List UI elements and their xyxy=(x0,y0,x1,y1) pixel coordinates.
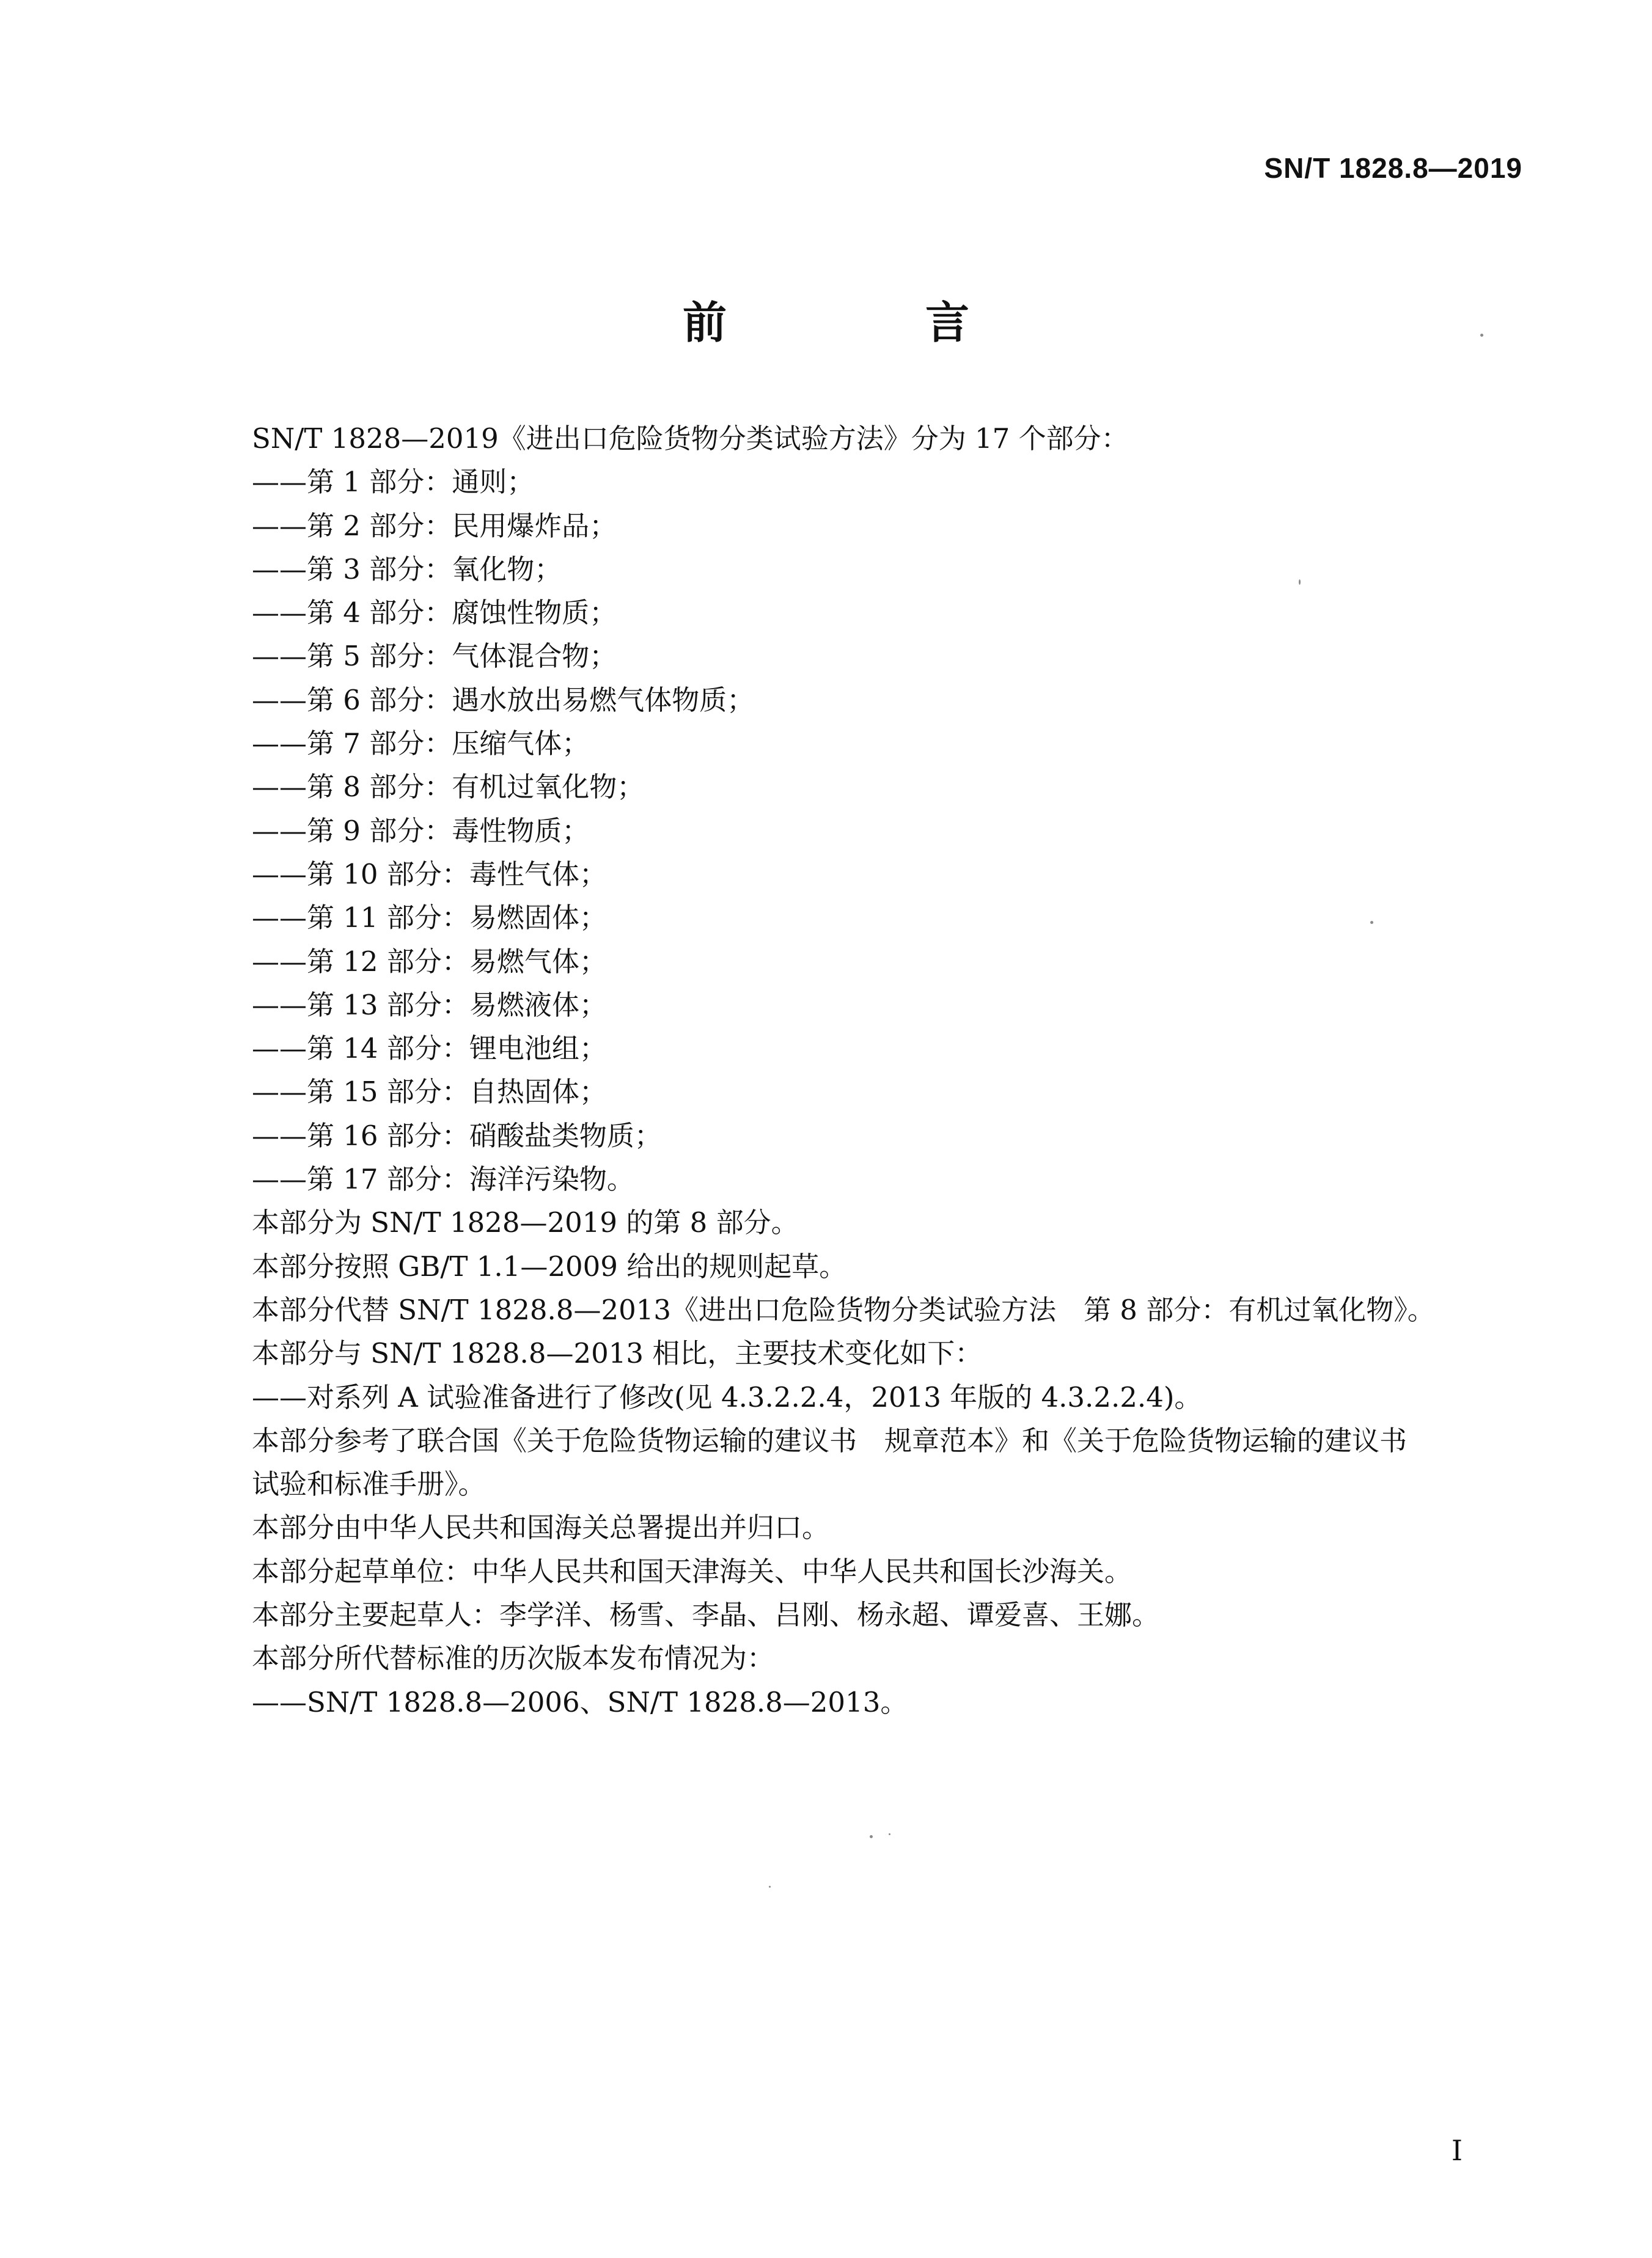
statement-references-continued: 试验和标准手册》。 xyxy=(252,1468,486,1501)
list-item-part-7: ——第 7 部分：压缩气体； xyxy=(252,727,590,760)
list-item-part-3: ——第 3 部分：氧化物； xyxy=(252,552,562,585)
statement-drafters: 本部分主要起草人：李学洋、杨雪、李晶、吕刚、杨永超、谭爱喜、王娜。 xyxy=(252,1599,1160,1632)
statement-part-number: 本部分为 SN/T 1828—2019 的第 8 部分。 xyxy=(252,1206,799,1239)
page-number: I xyxy=(1451,2134,1463,2167)
list-item-part-10: ——第 10 部分：毒性气体； xyxy=(252,857,607,890)
page-title: 前 言 xyxy=(682,297,1062,348)
statement-drafting-rules: 本部分按照 GB/T 1.1—2009 给出的规则起草。 xyxy=(252,1250,847,1283)
list-item-part-16: ——第 16 部分：硝酸盐类物质； xyxy=(252,1119,662,1152)
list-item-part-11: ——第 11 部分：易燃固体； xyxy=(252,901,607,934)
history-item: ——SN/T 1828.8—2006、SN/T 1828.8—2013。 xyxy=(252,1685,908,1718)
statement-changes: 本部分与 SN/T 1828.8—2013 相比，主要技术变化如下： xyxy=(252,1337,983,1370)
scan-speck xyxy=(870,1835,873,1838)
intro-line: SN/T 1828—2019《进出口危险货物分类试验方法》分为 17 个部分： xyxy=(252,422,1129,455)
standard-code: SN/T 1828.8—2019 xyxy=(1264,152,1522,184)
list-item-part-1: ——第 1 部分：通则； xyxy=(252,466,535,499)
list-item-part-8: ——第 8 部分：有机过氧化物； xyxy=(252,771,645,804)
list-item-part-6: ——第 6 部分：遇水放出易燃气体物质； xyxy=(252,683,755,716)
list-item-part-9: ——第 9 部分：毒性物质； xyxy=(252,814,590,847)
scan-speck xyxy=(769,1886,771,1888)
statement-history: 本部分所代替标准的历次版本发布情况为： xyxy=(252,1642,775,1675)
change-item: ——对系列 A 试验准备进行了修改(见 4.3.2.2.4，2013 年版的 4.3.2.2.4)。 xyxy=(252,1380,1202,1413)
scan-speck xyxy=(889,1833,890,1835)
list-item-part-12: ——第 12 部分：易燃气体； xyxy=(252,945,607,978)
foreword-body xyxy=(252,417,1505,1724)
list-item-part-4: ——第 4 部分：腐蚀性物质； xyxy=(252,596,617,629)
scan-speck xyxy=(1299,579,1301,585)
scan-speck xyxy=(1370,921,1373,924)
list-item-part-2: ——第 2 部分：民用爆炸品； xyxy=(252,509,617,542)
statement-references: 本部分参考了联合国《关于危险货物运输的建议书 规章范本》和《关于危险货物运输的建议书 xyxy=(252,1424,1408,1457)
list-item-part-15: ——第 15 部分：自热固体； xyxy=(252,1076,607,1109)
list-item-part-5: ——第 5 部分：气体混合物； xyxy=(252,640,617,673)
statement-replaces: 本部分代替 SN/T 1828.8—2013《进出口危险货物分类试验方法 第 8 部分：有机过氧化物》。 xyxy=(252,1293,1435,1326)
statement-proposer: 本部分由中华人民共和国海关总署提出并归口。 xyxy=(252,1511,830,1544)
statement-drafting-units: 本部分起草单位：中华人民共和国天津海关、中华人民共和国长沙海关。 xyxy=(252,1555,1133,1588)
list-item-part-17: ——第 17 部分：海洋污染物。 xyxy=(252,1163,634,1196)
list-item-part-13: ——第 13 部分：易燃液体； xyxy=(252,988,607,1021)
scan-speck xyxy=(1480,334,1483,337)
list-item-part-14: ——第 14 部分：锂电池组； xyxy=(252,1032,607,1065)
